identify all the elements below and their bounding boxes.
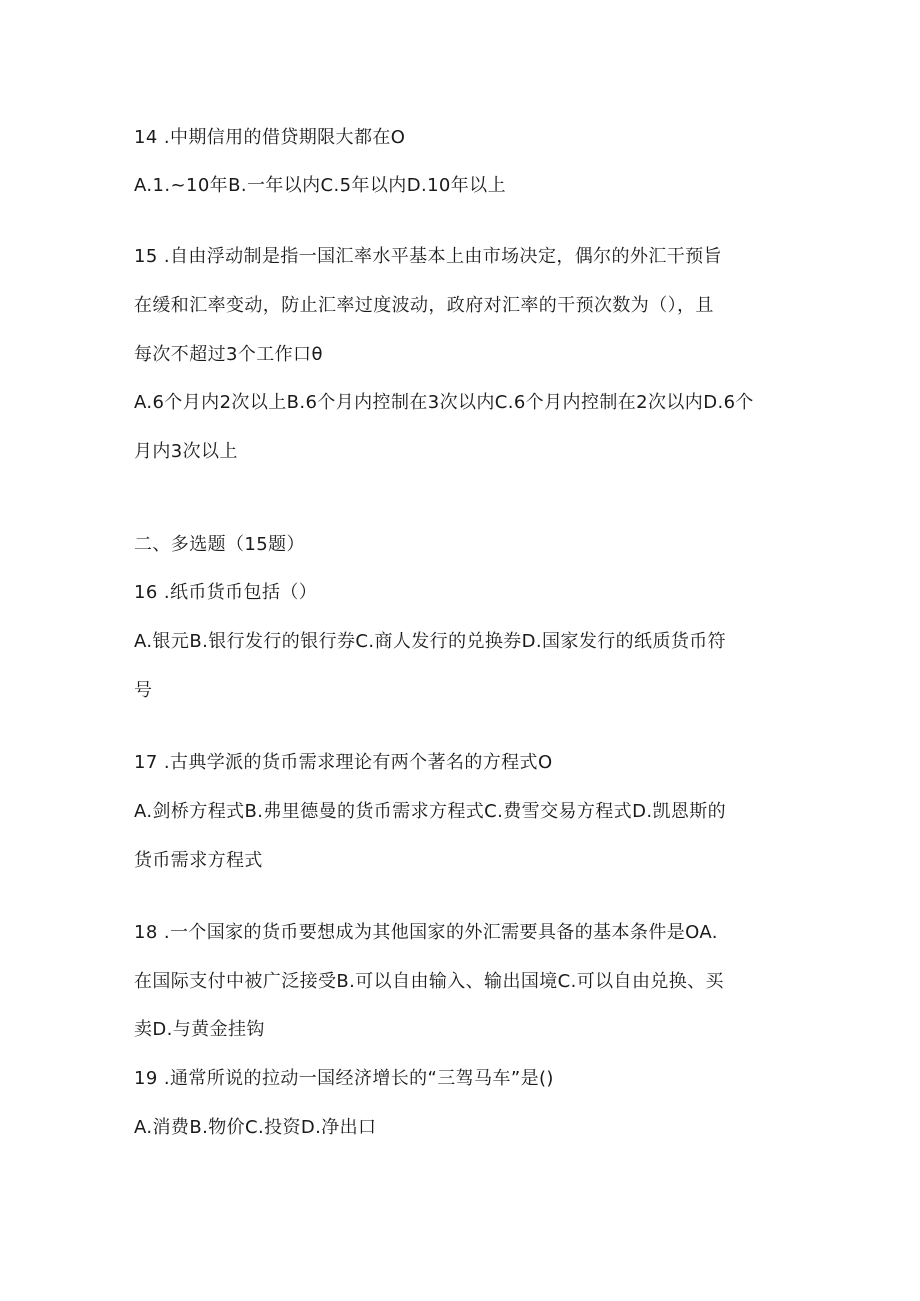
- question-17-options-line-1: A.剑桥方程式B.弗里德曼的货币需求方程式C.费雪交易方程式D.凯恩斯的: [134, 801, 727, 822]
- question-15-options-line-1: A.6个月内2次以上B.6个月内控制在3次以内C.6个月内控制在2次以内D.6个: [134, 392, 754, 413]
- question-15-stem-line-3: 每次不超过3个工作口θ: [134, 344, 323, 365]
- question-16-options-line-1: A.银元B.银行发行的银行券C.商人发行的兑换券D.国家发行的纸质货币符: [134, 631, 727, 652]
- question-14-stem: 14 .中期信用的借贷期限大都在O: [134, 127, 406, 148]
- question-19-stem: 19 .通常所说的拉动一国经济增长的“三驾马车”是(): [134, 1068, 554, 1089]
- question-15-stem-line-1: 15 .自由浮动制是指一国汇率水平基本上由市场决定，偶尔的外汇干预旨: [134, 246, 722, 267]
- question-17-stem: 17 .古典学派的货币需求理论有两个著名的方程式O: [134, 752, 553, 773]
- question-19-options: A.消费B.物价C.投资D.净出口: [134, 1117, 377, 1138]
- question-15-options-line-2: 月内3次以上: [134, 441, 238, 462]
- question-15-stem-line-2: 在缓和汇率变动，防止汇率过度波动，政府对汇率的干预次数为（），且: [134, 295, 714, 316]
- question-18-line-2: 在国际支付中被广泛接受B.可以自由输入、输出国境C.可以自由兑换、买: [134, 971, 724, 992]
- question-16-options-line-2: 号: [134, 680, 153, 701]
- question-16-stem: 16 .纸币货币包括（）: [134, 582, 318, 603]
- question-18-line-1: 18 .一个国家的货币要想成为其他国家的外汇需要具备的基本条件是OA.: [134, 922, 718, 943]
- question-14-options: A.1.~10年B.一年以内C.5年以内D.10年以上: [134, 175, 506, 196]
- question-18-line-3: 卖D.与黄金挂钩: [134, 1019, 265, 1040]
- section-heading-multiple-choice: 二、多选题（15题）: [134, 534, 305, 555]
- question-17-options-line-2: 货币需求方程式: [134, 850, 263, 871]
